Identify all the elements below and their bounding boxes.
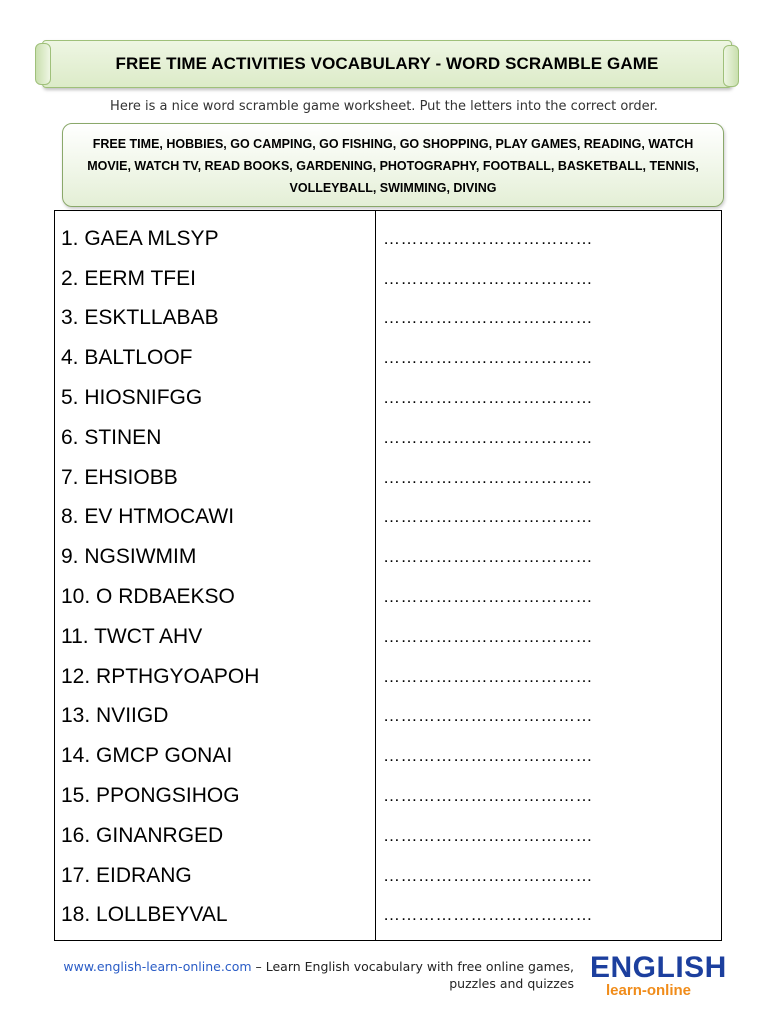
scrambled-word: 9. NGSIWMIM [61,545,197,569]
answer-blank[interactable]: ……………………………… [383,467,593,487]
table-row [55,498,721,538]
word-bank-text: FREE TIME, HOBBIES, GO CAMPING, GO FISHING, GO SHOPPING, PLAY GAMES, READING, WATCH MOVIE, WATCH TV, READ BOOKS, GARDENING, PHOTOGRAPHY, FOOTBALL, BASKETBALL, TENNIS, VOLLEYBALL, SWIMMING, DIVING [87,137,699,195]
scrambled-word: 1. GAEA MLSYP [61,226,219,250]
scrambled-word: 7. EHSIOBB [61,465,178,489]
answer-blank[interactable]: ……………………………… [383,706,593,726]
scrambled-word: 12. RPTHGYOAPOH [61,664,260,688]
footer-text [40,958,574,992]
table-row [55,617,721,657]
answer-blank[interactable]: ……………………………… [383,268,593,288]
scrambled-word: 11. TWCT AHV [61,624,203,648]
table-row [55,856,721,896]
table-row [55,736,721,776]
instructions: Here is a nice word scramble game worksheet. Put the letters into the correct order. [110,99,658,114]
table-row [55,338,721,378]
table-row [55,776,721,816]
page-title: FREE TIME ACTIVITIES VOCABULARY - WORD SCRAMBLE GAME [115,54,659,73]
footer-link[interactable]: www.english-learn-online.com [63,959,252,974]
answer-blank[interactable]: ……………………………… [383,825,593,845]
answer-blank[interactable]: ……………………………… [383,786,593,806]
logo-sub-text: learn-online [606,982,692,999]
scrambled-word: 10. O RDBAEKSO [61,585,235,609]
answer-blank[interactable]: ……………………………… [383,348,593,368]
answer-blank[interactable]: ……………………………… [383,547,593,567]
answer-blank[interactable]: ……………………………… [383,865,593,885]
site-logo [590,951,727,1002]
answer-blank[interactable]: ……………………………… [383,746,593,766]
scrambled-word: 13. NVIIGD [61,704,169,728]
scrambled-word: 18. LOLLBEYVAL [61,903,228,927]
answer-blank[interactable]: ……………………………… [383,507,593,527]
answer-blank[interactable]: ……………………………… [383,905,593,925]
table-row [55,219,721,259]
answer-blank[interactable]: ……………………………… [383,308,593,328]
table-row [55,816,721,856]
answer-blank[interactable]: ……………………………… [383,388,593,408]
table-row [55,299,721,339]
table-row [55,896,721,936]
scrambled-word: 4. BALTLOOF [61,346,193,370]
answer-blank[interactable]: ……………………………… [383,228,593,248]
scrambled-word: 5. HIOSNIFGG [61,386,203,410]
scrambled-word: 16. GINANRGED [61,823,224,847]
answer-blank[interactable]: ……………………………… [383,626,593,646]
table-row [55,378,721,418]
scrambled-word: 6. STINEN [61,425,162,449]
logo-main-text: ENGLISH [590,951,727,984]
scramble-rows [55,219,721,935]
scrambled-word: 3. ESKTLLABAB [61,306,219,330]
table-row [55,657,721,697]
table-row [55,577,721,617]
scrambled-word: 8. EV HTMOCAWI [61,505,235,529]
scrambled-word: 2. EERM TFEI [61,266,196,290]
scramble-table [54,210,722,941]
answer-blank[interactable]: ……………………………… [383,666,593,686]
scrambled-word: 14. GMCP GONAI [61,744,233,768]
table-row [55,259,721,299]
answer-blank[interactable]: ……………………………… [383,587,593,607]
word-bank-box [62,123,724,207]
scrambled-word: 15. PPONGSIHOG [61,784,240,808]
scrambled-word: 17. EIDRANG [61,863,192,887]
title-banner [42,40,732,88]
table-row [55,458,721,498]
table-row [55,537,721,577]
table-row [55,697,721,737]
footer-tagline: – Learn English vocabulary with free online games, puzzles and quizzes [251,959,574,991]
table-row [55,418,721,458]
answer-blank[interactable]: ……………………………… [383,427,593,447]
